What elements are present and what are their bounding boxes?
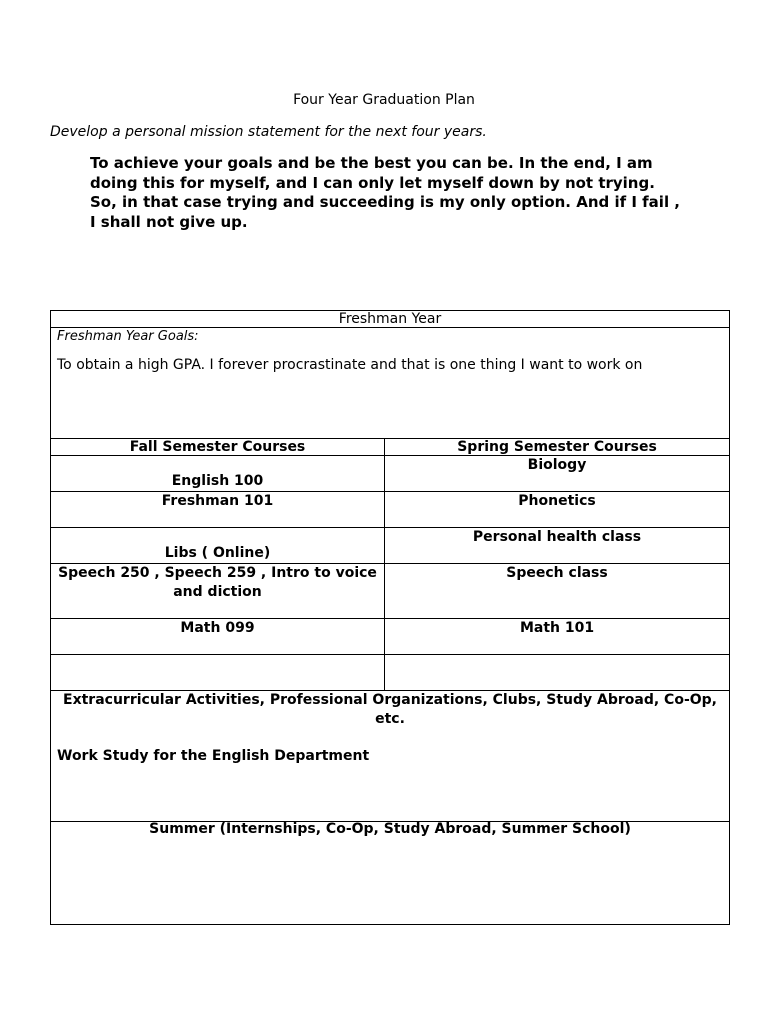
course-row <box>51 456 730 492</box>
fall-course: English 100 <box>51 456 385 492</box>
fall-course <box>51 655 385 691</box>
year-heading-row <box>51 311 730 328</box>
page-title: Four Year Graduation Plan <box>293 92 475 108</box>
year-heading: Freshman Year <box>51 311 730 328</box>
mission-prompt: Develop a personal mission statement for the next four years. <box>50 124 487 140</box>
extracurricular-text: Work Study for the English Department <box>57 748 370 764</box>
goals-text: To obtain a high GPA. I forever procrastinate and that is one thing I want to work on <box>57 357 643 373</box>
extracurricular-row <box>51 691 730 822</box>
spring-course: Math 101 <box>385 619 730 655</box>
course-row <box>51 528 730 564</box>
semester-header-row <box>51 439 730 456</box>
fall-course: Libs ( Online) <box>51 528 385 564</box>
spring-course: Speech class <box>385 564 730 619</box>
fall-course: Math 099 <box>51 619 385 655</box>
spring-semester-header: Spring Semester Courses <box>385 439 730 456</box>
course-row <box>51 492 730 528</box>
summer-row <box>51 822 730 925</box>
spring-course: Biology <box>385 456 730 492</box>
freshman-plan-table <box>50 310 730 925</box>
spring-course <box>385 655 730 691</box>
course-row <box>51 655 730 691</box>
course-row <box>51 564 730 619</box>
fall-course: Freshman 101 <box>51 492 385 528</box>
goals-row <box>51 328 730 439</box>
summer-header: Summer (Internships, Co-Op, Study Abroad, Summer School) <box>51 822 730 925</box>
goals-cell <box>51 328 730 439</box>
extracurricular-cell <box>51 691 730 822</box>
course-row <box>51 619 730 655</box>
mission-statement: To achieve your goals and be the best you can be. In the end, I am doing this for myself, and I can only let myself down by not trying. So, in that case trying and succeeding is my only option. And if I fail , I shall not give up. <box>90 154 681 231</box>
goals-label: Freshman Year Goals: <box>57 329 199 344</box>
fall-course: Speech 250 , Speech 259 , Intro to voice and diction <box>51 564 385 619</box>
spring-course: Phonetics <box>385 492 730 528</box>
extracurricular-header: Extracurricular Activities, Professional Organizations, Clubs, Study Abroad, Co-Op, etc. <box>63 692 717 727</box>
fall-semester-header: Fall Semester Courses <box>51 439 385 456</box>
spring-course: Personal health class <box>385 528 730 564</box>
